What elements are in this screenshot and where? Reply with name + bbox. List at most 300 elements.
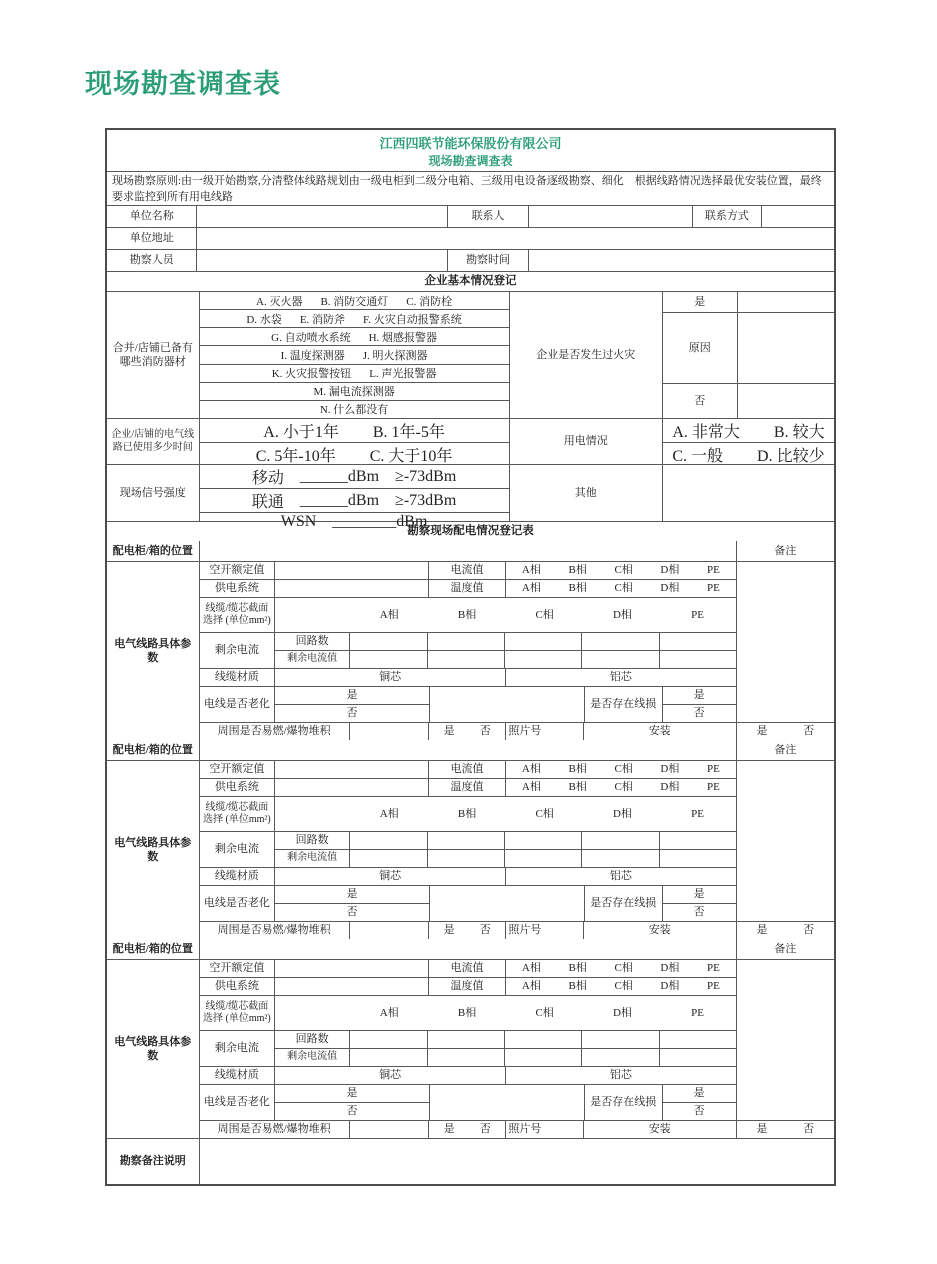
aging-blank-cell[interactable]: [429, 687, 584, 722]
cross-section-phase-headers: [274, 598, 736, 632]
loss-yes-option[interactable]: 是: [693, 1087, 705, 1100]
line-params-label: 电气线路具体参数: [114, 836, 192, 863]
loss-no-option[interactable]: 否: [693, 906, 705, 919]
power-section-title: 勘察现场配电情况登记表: [407, 525, 534, 538]
cabinet-location-input[interactable]: [199, 541, 736, 561]
supply-row: [200, 579, 736, 597]
fire-yes-row: [663, 292, 834, 312]
breaker-input[interactable]: [274, 960, 428, 977]
unit-name-label: 单位名称: [129, 210, 174, 223]
aging-no-option[interactable]: 否: [346, 1105, 358, 1118]
residual-current-label: 剩余电流: [214, 1042, 259, 1055]
usage-options: [662, 419, 834, 464]
breaker-row: [200, 761, 736, 778]
surroundings-input[interactable]: [349, 1121, 428, 1138]
residual-grid: [274, 1031, 736, 1066]
surroundings-yesno: [428, 723, 505, 740]
notes-label: 勘察备注说明: [119, 1155, 186, 1168]
line-params-label: 电气线路具体参数: [114, 1035, 192, 1062]
loop-count-row: [275, 633, 736, 650]
usage-option-row[interactable]: [663, 442, 834, 466]
cabinet-location-row: [107, 541, 834, 561]
install-no-option[interactable]: 否: [803, 1123, 815, 1136]
loop-count-row: [275, 1031, 736, 1048]
material-label: 线缆材质: [214, 870, 259, 883]
loop-input[interactable]: [659, 633, 736, 650]
residual-grid: [274, 633, 736, 668]
survey-time-input[interactable]: [528, 250, 834, 271]
photo-number-label: 照片号: [505, 1121, 582, 1138]
phase-c: C相: [535, 807, 554, 820]
surroundings-yesno: [428, 922, 505, 939]
age-option[interactable]: C. 大于10年: [369, 448, 453, 465]
phase-b: B相: [457, 807, 477, 820]
phase-pe: PE: [706, 763, 720, 776]
line-params-upper: [200, 562, 834, 722]
loop-input[interactable]: [504, 1031, 581, 1048]
loop-input[interactable]: [659, 1031, 736, 1048]
contact-method-label: 联系方式: [692, 206, 760, 227]
supply-input[interactable]: [274, 779, 428, 796]
remark-label: 备注: [736, 939, 834, 959]
current-phase-headers: [505, 761, 736, 778]
loop-input[interactable]: [504, 832, 581, 849]
copper-option[interactable]: 铜芯: [274, 669, 505, 686]
fire-option[interactable]: J. 明火探测器: [362, 349, 428, 362]
surroundings-row: [200, 921, 834, 939]
loop-count-label: 回路数: [295, 1033, 329, 1046]
loop-input[interactable]: [427, 1031, 504, 1048]
basic-info-section-row: [107, 271, 834, 291]
loop-count-label: 回路数: [295, 834, 329, 847]
surroundings-row: [200, 722, 834, 740]
fire-option-row[interactable]: [200, 292, 509, 309]
phase-d: D相: [660, 781, 680, 794]
surroundings-yes-option[interactable]: 是: [443, 725, 455, 738]
phase-pe: PE: [706, 564, 720, 577]
distribution-block: [107, 939, 834, 1138]
residual-input[interactable]: [349, 850, 426, 867]
current-phase-headers: [505, 562, 736, 579]
surroundings-no-option[interactable]: 否: [479, 725, 491, 738]
supply-label: 供电系统: [214, 781, 259, 794]
loop-input[interactable]: [427, 633, 504, 650]
phase-c: C相: [535, 1006, 554, 1019]
contact-label: 联系人: [447, 206, 528, 227]
loop-input[interactable]: [581, 633, 658, 650]
install-label: 安装: [583, 1121, 736, 1138]
unit-address-input[interactable]: [196, 228, 834, 249]
fire-option[interactable]: B. 消防交通灯: [320, 295, 389, 308]
surroundings-yesno: [428, 1121, 505, 1138]
phase-b: B相: [568, 582, 587, 595]
surroundings-no-option[interactable]: 否: [479, 924, 491, 937]
fire-no-label[interactable]: 否: [694, 394, 706, 407]
age-option[interactable]: C. 5年-10年: [255, 448, 336, 465]
cross-section-row: [200, 597, 736, 632]
phase-c: C相: [535, 608, 554, 621]
phase-b: B相: [457, 608, 477, 621]
install-no-option[interactable]: 否: [803, 725, 815, 738]
phase-d: D相: [612, 608, 632, 621]
phase-pe: PE: [691, 1006, 704, 1019]
phase-d: D相: [660, 763, 680, 776]
material-label: 线缆材质: [214, 671, 259, 684]
residual-input[interactable]: [427, 850, 504, 867]
usage-label: 用电情况: [509, 419, 662, 464]
fire-yes-label[interactable]: 是: [694, 295, 706, 308]
survey-principle: 现场勘察原则:由一级开始勘察,分清整体线路规划由一级电柜到二级分电箱、三级用电设备逐级勘察、细化 根据线路情况选择最优安装位置，最终要求监控到所有用电线路: [107, 171, 834, 205]
fire-option[interactable]: A. 灭火器: [256, 295, 303, 308]
install-label: 安装: [583, 922, 736, 939]
cross-section-phase-headers: [274, 797, 736, 831]
surroundings-yes-option[interactable]: 是: [443, 1123, 455, 1136]
install-yes-option[interactable]: 是: [756, 924, 768, 937]
aging-no-option[interactable]: 否: [346, 707, 358, 720]
current-label: 电流值: [428, 960, 505, 977]
fire-option[interactable]: C. 消防栓: [406, 295, 453, 308]
signal-row-mobile: [200, 465, 509, 488]
phase-b: B相: [457, 1006, 477, 1019]
cross-section-label: 线缆/缆芯截面选择 (单位mm²): [202, 602, 271, 626]
breaker-input[interactable]: [274, 761, 428, 778]
signal-row-unicom: [200, 488, 509, 512]
dbm-threshold: ≥-73dBm: [395, 467, 457, 485]
line-params-label: 电气线路具体参数: [114, 637, 192, 664]
phase-d: D相: [660, 962, 680, 975]
phase-b: B相: [568, 564, 587, 577]
loop-input[interactable]: [349, 832, 426, 849]
dbm-threshold: ≥-73dBm: [395, 491, 457, 509]
loop-count-row: [275, 832, 736, 849]
surroundings-no-option[interactable]: 否: [479, 1123, 491, 1136]
residual-value-label: 剩余电流值: [287, 653, 338, 665]
fire-option-row[interactable]: [200, 382, 509, 400]
temperature-label: 温度值: [428, 978, 505, 995]
supply-label: 供电系统: [214, 980, 259, 993]
dbm-input[interactable]: ______dBm: [299, 491, 380, 509]
aging-yes-option[interactable]: 是: [346, 689, 358, 702]
fire-option-row[interactable]: [200, 364, 509, 382]
surveyor-input[interactable]: [196, 250, 447, 271]
unit-address-label: 单位地址: [129, 232, 174, 245]
residual-current-rows: [200, 1030, 736, 1066]
loop-input[interactable]: [427, 832, 504, 849]
contact-input[interactable]: [528, 206, 692, 227]
loop-input[interactable]: [504, 633, 581, 650]
carrier-name: 联通: [251, 494, 284, 511]
phase-a: A相: [521, 564, 541, 577]
residual-input[interactable]: [504, 651, 581, 668]
aging-rows: [200, 1084, 736, 1120]
fire-answer-column: [662, 292, 834, 418]
phase-a: A相: [521, 582, 541, 595]
usage-option[interactable]: D. 比较少: [757, 448, 825, 465]
copper-option[interactable]: 铜芯: [274, 1067, 505, 1084]
loop-count-label: 回路数: [295, 635, 329, 648]
fire-option-row[interactable]: [200, 309, 509, 327]
loop-input[interactable]: [581, 1031, 658, 1048]
fire-option[interactable]: K. 火灾报警按钮: [271, 368, 352, 381]
age-option[interactable]: B. 1年-5年: [372, 424, 445, 441]
fire-option[interactable]: D. 水袋: [246, 313, 282, 326]
temperature-phase-headers: [505, 978, 736, 995]
signal-label: 现场信号强度: [119, 486, 186, 499]
residual-current-rows: [200, 831, 736, 867]
line-params-body: [199, 761, 834, 939]
company-name: 江西四联节能环保股份有限公司: [379, 136, 562, 151]
unit-address-row: [107, 227, 834, 249]
material-label: 线缆材质: [214, 1069, 259, 1082]
notes-row: [107, 1138, 834, 1184]
form-title: 现场勘查调查表: [428, 154, 513, 168]
cabinet-location-row: [107, 740, 834, 760]
aluminum-option[interactable]: 铝芯: [505, 1067, 736, 1084]
line-loss-label: 是否存在线损: [584, 687, 662, 722]
dbm-input[interactable]: ________dBm: [332, 513, 428, 530]
residual-input[interactable]: [427, 651, 504, 668]
aging-label: 电线是否老化: [203, 897, 270, 910]
install-label: 安装: [583, 723, 736, 740]
notes-input[interactable]: [199, 1139, 834, 1184]
copper-option[interactable]: 铜芯: [274, 868, 505, 885]
phase-c: C相: [614, 962, 633, 975]
temperature-phase-headers: [505, 779, 736, 796]
install-yes-option[interactable]: 是: [756, 725, 768, 738]
phase-pe: PE: [691, 807, 704, 820]
age-option[interactable]: A. 小于1年: [263, 424, 339, 441]
cabinet-location-label: 配电柜/箱的位置: [112, 743, 193, 756]
residual-current-label: 剩余电流: [214, 644, 259, 657]
residual-input[interactable]: [659, 651, 736, 668]
phase-a: A相: [521, 980, 541, 993]
other-label: 其他: [509, 465, 662, 521]
fire-option-row[interactable]: [200, 345, 509, 363]
usage-option[interactable]: A. 非常大: [672, 424, 740, 441]
supply-row: [200, 778, 736, 796]
fire-option[interactable]: I. 温度探测器: [280, 349, 345, 362]
residual-input[interactable]: [659, 850, 736, 867]
loop-input[interactable]: [349, 1031, 426, 1048]
surroundings-input[interactable]: [349, 922, 428, 939]
current-label: 电流值: [428, 761, 505, 778]
phase-d: D相: [660, 980, 680, 993]
residual-grid: [274, 832, 736, 867]
residual-value-row: [275, 1048, 736, 1066]
line-age-option-row[interactable]: [200, 419, 509, 442]
aging-rows: [200, 686, 736, 722]
usage-option-row[interactable]: [663, 419, 834, 442]
aging-yesno: [274, 886, 429, 921]
cross-section-label: 线缆/缆芯截面选择 (单位mm²): [202, 1000, 271, 1024]
phase-b: B相: [568, 763, 587, 776]
remark-input[interactable]: [736, 761, 834, 921]
fire-reason-label: 原因: [688, 341, 711, 354]
unit-name-input[interactable]: [196, 206, 447, 227]
remark-label: 备注: [736, 740, 834, 760]
remark-label: 备注: [736, 541, 834, 561]
install-yesno: [736, 1121, 834, 1138]
cabinet-location-input[interactable]: [199, 740, 736, 760]
residual-input[interactable]: [581, 651, 658, 668]
cross-section-row: [200, 796, 736, 831]
phase-d: D相: [612, 807, 632, 820]
phase-d: D相: [660, 582, 680, 595]
fire-options-column: [199, 292, 509, 418]
supply-row: [200, 977, 736, 995]
loss-no-option[interactable]: 否: [693, 1105, 705, 1118]
other-input[interactable]: [662, 465, 834, 521]
supply-input[interactable]: [274, 580, 428, 597]
residual-value-label: 剩余电流值: [287, 852, 338, 864]
cabinet-location-label: 配电柜/箱的位置: [112, 544, 193, 557]
residual-input[interactable]: [427, 1049, 504, 1066]
fire-option[interactable]: F. 火灾自动报警系统: [363, 313, 462, 326]
loss-yes-option[interactable]: 是: [693, 689, 705, 702]
cross-section-phase-headers: [274, 996, 736, 1030]
line-params-body: [199, 562, 834, 740]
phase-b: B相: [568, 781, 587, 794]
install-yesno: [736, 723, 834, 740]
temperature-phase-headers: [505, 580, 736, 597]
distribution-blocks: [107, 541, 834, 1138]
fire-option[interactable]: L. 声光报警器: [369, 368, 437, 381]
phase-pe: PE: [706, 980, 720, 993]
line-loss-label: 是否存在线损: [584, 886, 662, 921]
supply-input[interactable]: [274, 978, 428, 995]
remark-input[interactable]: [736, 960, 834, 1120]
line-params-section: [107, 561, 834, 740]
breaker-input[interactable]: [274, 562, 428, 579]
dbm-input[interactable]: ______dBm: [299, 467, 380, 485]
aluminum-option[interactable]: 铝芯: [505, 868, 736, 885]
breaker-label: 空开额定值: [209, 962, 265, 975]
line-loss-yesno: [662, 687, 736, 722]
phase-c: C相: [614, 781, 633, 794]
residual-input[interactable]: [504, 850, 581, 867]
breaker-row: [200, 960, 736, 977]
distribution-block: [107, 740, 834, 939]
carrier-name: WSN: [280, 513, 317, 530]
residual-current-label: 剩余电流: [214, 843, 259, 856]
aging-blank-cell[interactable]: [429, 886, 584, 921]
fire-option[interactable]: M. 漏电流探测器: [313, 386, 395, 399]
fire-option[interactable]: G. 自动喷水系统: [271, 331, 351, 344]
fire-reason-row: [663, 312, 834, 383]
surveyor-row: [107, 249, 834, 271]
line-params-grid: [200, 960, 736, 1120]
loss-no-option[interactable]: 否: [693, 707, 705, 720]
phase-c: C相: [614, 763, 633, 776]
basic-info-section-title: 企业基本情况登记: [424, 275, 517, 288]
aging-yes-option[interactable]: 是: [346, 888, 358, 901]
aging-blank-cell[interactable]: [429, 1085, 584, 1120]
phase-a: A相: [379, 608, 399, 621]
page-title: 现场勘查调查表: [85, 69, 281, 99]
breaker-label: 空开额定值: [209, 564, 265, 577]
phase-a: A相: [379, 807, 399, 820]
fire-reason-input[interactable]: [737, 313, 835, 383]
aging-yesno: [274, 687, 429, 722]
fire-option-row[interactable]: [200, 400, 509, 418]
current-label: 电流值: [428, 562, 505, 579]
loop-input[interactable]: [349, 633, 426, 650]
fire-equipment-label: 合并/店铺已备有哪些消防器材: [112, 341, 193, 368]
distribution-block: [107, 541, 834, 740]
residual-input[interactable]: [659, 1049, 736, 1066]
loss-yes-option[interactable]: 是: [693, 888, 705, 901]
line-params-upper: [200, 960, 834, 1120]
cabinet-location-label: 配电柜/箱的位置: [112, 942, 193, 955]
material-row: [200, 668, 736, 686]
cabinet-location-input[interactable]: [199, 939, 736, 959]
aluminum-option[interactable]: 铝芯: [505, 669, 736, 686]
signal-section: [107, 464, 834, 530]
breaker-label: 空开额定值: [209, 763, 265, 776]
temperature-label: 温度值: [428, 580, 505, 597]
cross-section-label: 线缆/缆芯截面选择 (单位mm²): [202, 801, 271, 825]
fire-no-input[interactable]: [737, 384, 835, 418]
surroundings-yes-option[interactable]: 是: [443, 924, 455, 937]
phase-pe: PE: [706, 781, 720, 794]
residual-input[interactable]: [349, 651, 426, 668]
supply-label: 供电系统: [214, 582, 259, 595]
residual-input[interactable]: [581, 850, 658, 867]
phase-a: A相: [521, 781, 541, 794]
signal-rows: [199, 465, 509, 530]
phase-pe: PE: [706, 582, 720, 595]
fire-option-row[interactable]: [200, 327, 509, 345]
install-yes-option[interactable]: 是: [756, 1123, 768, 1136]
fire-option[interactable]: H. 烟感报警器: [368, 331, 438, 344]
fire-option[interactable]: N. 什么都没有: [319, 404, 389, 417]
fire-option[interactable]: E. 消防斧: [299, 313, 346, 326]
usage-option[interactable]: C. 一般: [672, 448, 724, 465]
aging-yesno: [274, 1085, 429, 1120]
usage-option[interactable]: B. 较大: [773, 424, 825, 441]
fire-yes-input[interactable]: [737, 292, 835, 312]
surroundings-input[interactable]: [349, 723, 428, 740]
loop-input[interactable]: [659, 832, 736, 849]
surroundings-row: [200, 1120, 834, 1138]
residual-input[interactable]: [349, 1049, 426, 1066]
install-no-option[interactable]: 否: [803, 924, 815, 937]
phase-pe: PE: [691, 608, 704, 621]
aging-yes-option[interactable]: 是: [346, 1087, 358, 1100]
aging-no-option[interactable]: 否: [346, 906, 358, 919]
install-yesno: [736, 922, 834, 939]
residual-input[interactable]: [581, 1049, 658, 1066]
contact-method-input[interactable]: [761, 206, 834, 227]
remark-input[interactable]: [736, 562, 834, 722]
residual-value-row: [275, 650, 736, 668]
form-header: [107, 130, 834, 171]
phase-b: B相: [568, 980, 587, 993]
line-age-option-row[interactable]: [200, 442, 509, 466]
residual-input[interactable]: [504, 1049, 581, 1066]
line-params-upper: [200, 761, 834, 921]
photo-number-label: 照片号: [505, 723, 582, 740]
aging-label: 电线是否老化: [203, 698, 270, 711]
line-loss-yesno: [662, 886, 736, 921]
current-phase-headers: [505, 960, 736, 977]
line-params-section: [107, 959, 834, 1138]
power-section-row: [107, 521, 834, 541]
phase-pe: PE: [706, 962, 720, 975]
loop-input[interactable]: [581, 832, 658, 849]
fire-question-label: 企业是否发生过火灾: [509, 292, 662, 418]
survey-form-table: [105, 128, 836, 1186]
